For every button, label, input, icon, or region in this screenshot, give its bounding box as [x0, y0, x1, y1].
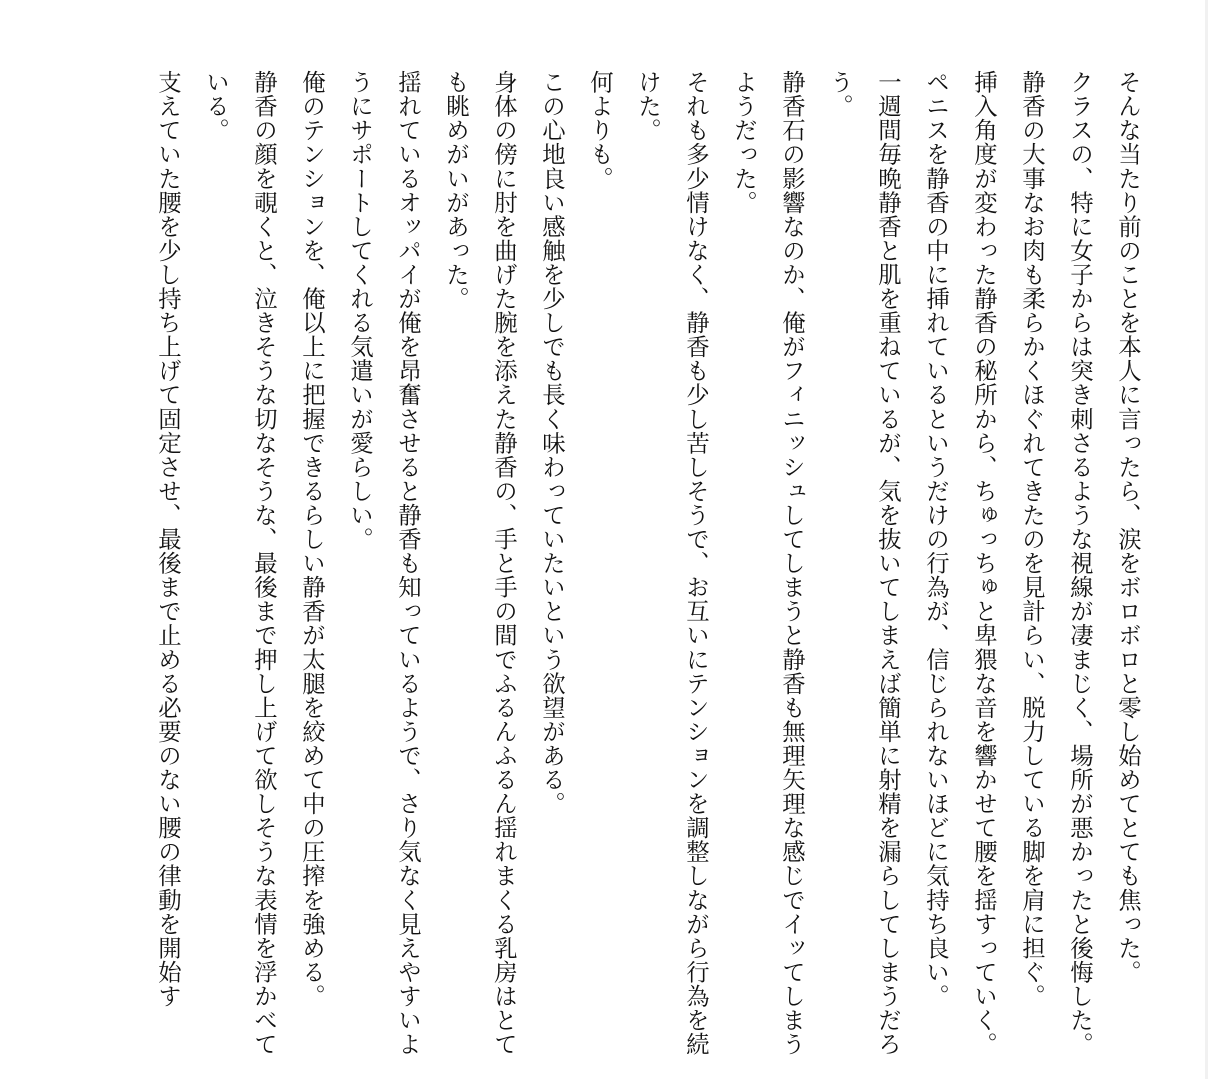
paragraph: ペニスを静香の中に挿れているというだけの行為が、信じられないほどに気持ち良い。 — [922, 70, 950, 1008]
paragraph: 静香の顔を覗くと、泣きそうな切なそうな、最後まで押し上げて欲しそうな表情を浮かべている。 — [202, 70, 278, 1057]
paragraph: 静香石の影響なのか、俺がフィニッシュしてしまうと静香も無理矢理な感じでイッてしまうようだった。 — [730, 70, 806, 1057]
paragraph: そんな当たり前のことを本人に言ったら、涙をボロボロと零し始めてとても焦った。 — [1114, 70, 1142, 984]
paragraph: 俺のテンションを、俺以上に把握できるらしい静香が太腿を絞めて中の圧搾を強める。 — [298, 70, 326, 1008]
paragraph: 静香の大事なお肉も柔らかくほぐれてきたのを見計らい、脱力している脚を肩に担ぐ。 — [1018, 70, 1046, 1008]
vertical-text-body — [144, 70, 1152, 1060]
paragraph: 支えていた腰を少し持ち上げて固定させ、最後まで止める必要のない腰の律動を開始す — [154, 70, 182, 1008]
paragraph: 一週間毎晩静香と肌を重ねているが、気を抜いてしまえば簡単に射精を漏らしてしまうだろう。 — [826, 70, 902, 1057]
paragraph: この心地良い感触を少しでも長く味わっていたいという欲望がある。 — [538, 70, 566, 816]
paragraph: 何よりも。 — [586, 70, 614, 191]
paragraph: クラスの、特に女子からは突き刺さるような視線が凄まじく、場所が悪かったと後悔した。 — [1066, 70, 1094, 1057]
paragraph: それも多少情けなく、静香も少し苦しそうで、お互いにテンションを調整しながら行為を続けた。 — [634, 70, 710, 1057]
paragraph: 身体の傍に肘を曲げた腕を添えた静香の、手と手の間でふるんふるん揺れまくる乳房はとても眺めがいがあった。 — [442, 70, 518, 1057]
paragraph: 揺れているオッパイが俺を昂奮させると静香も知っているようで、さり気なく見えやすいようにサポートしてくれる気遣いが愛らしい。 — [346, 70, 422, 1057]
paragraph: 挿入角度が変わった静香の秘所から、ちゅっちゅと卑猥な音を響かせて腰を揺すっていく。 — [970, 70, 998, 1057]
